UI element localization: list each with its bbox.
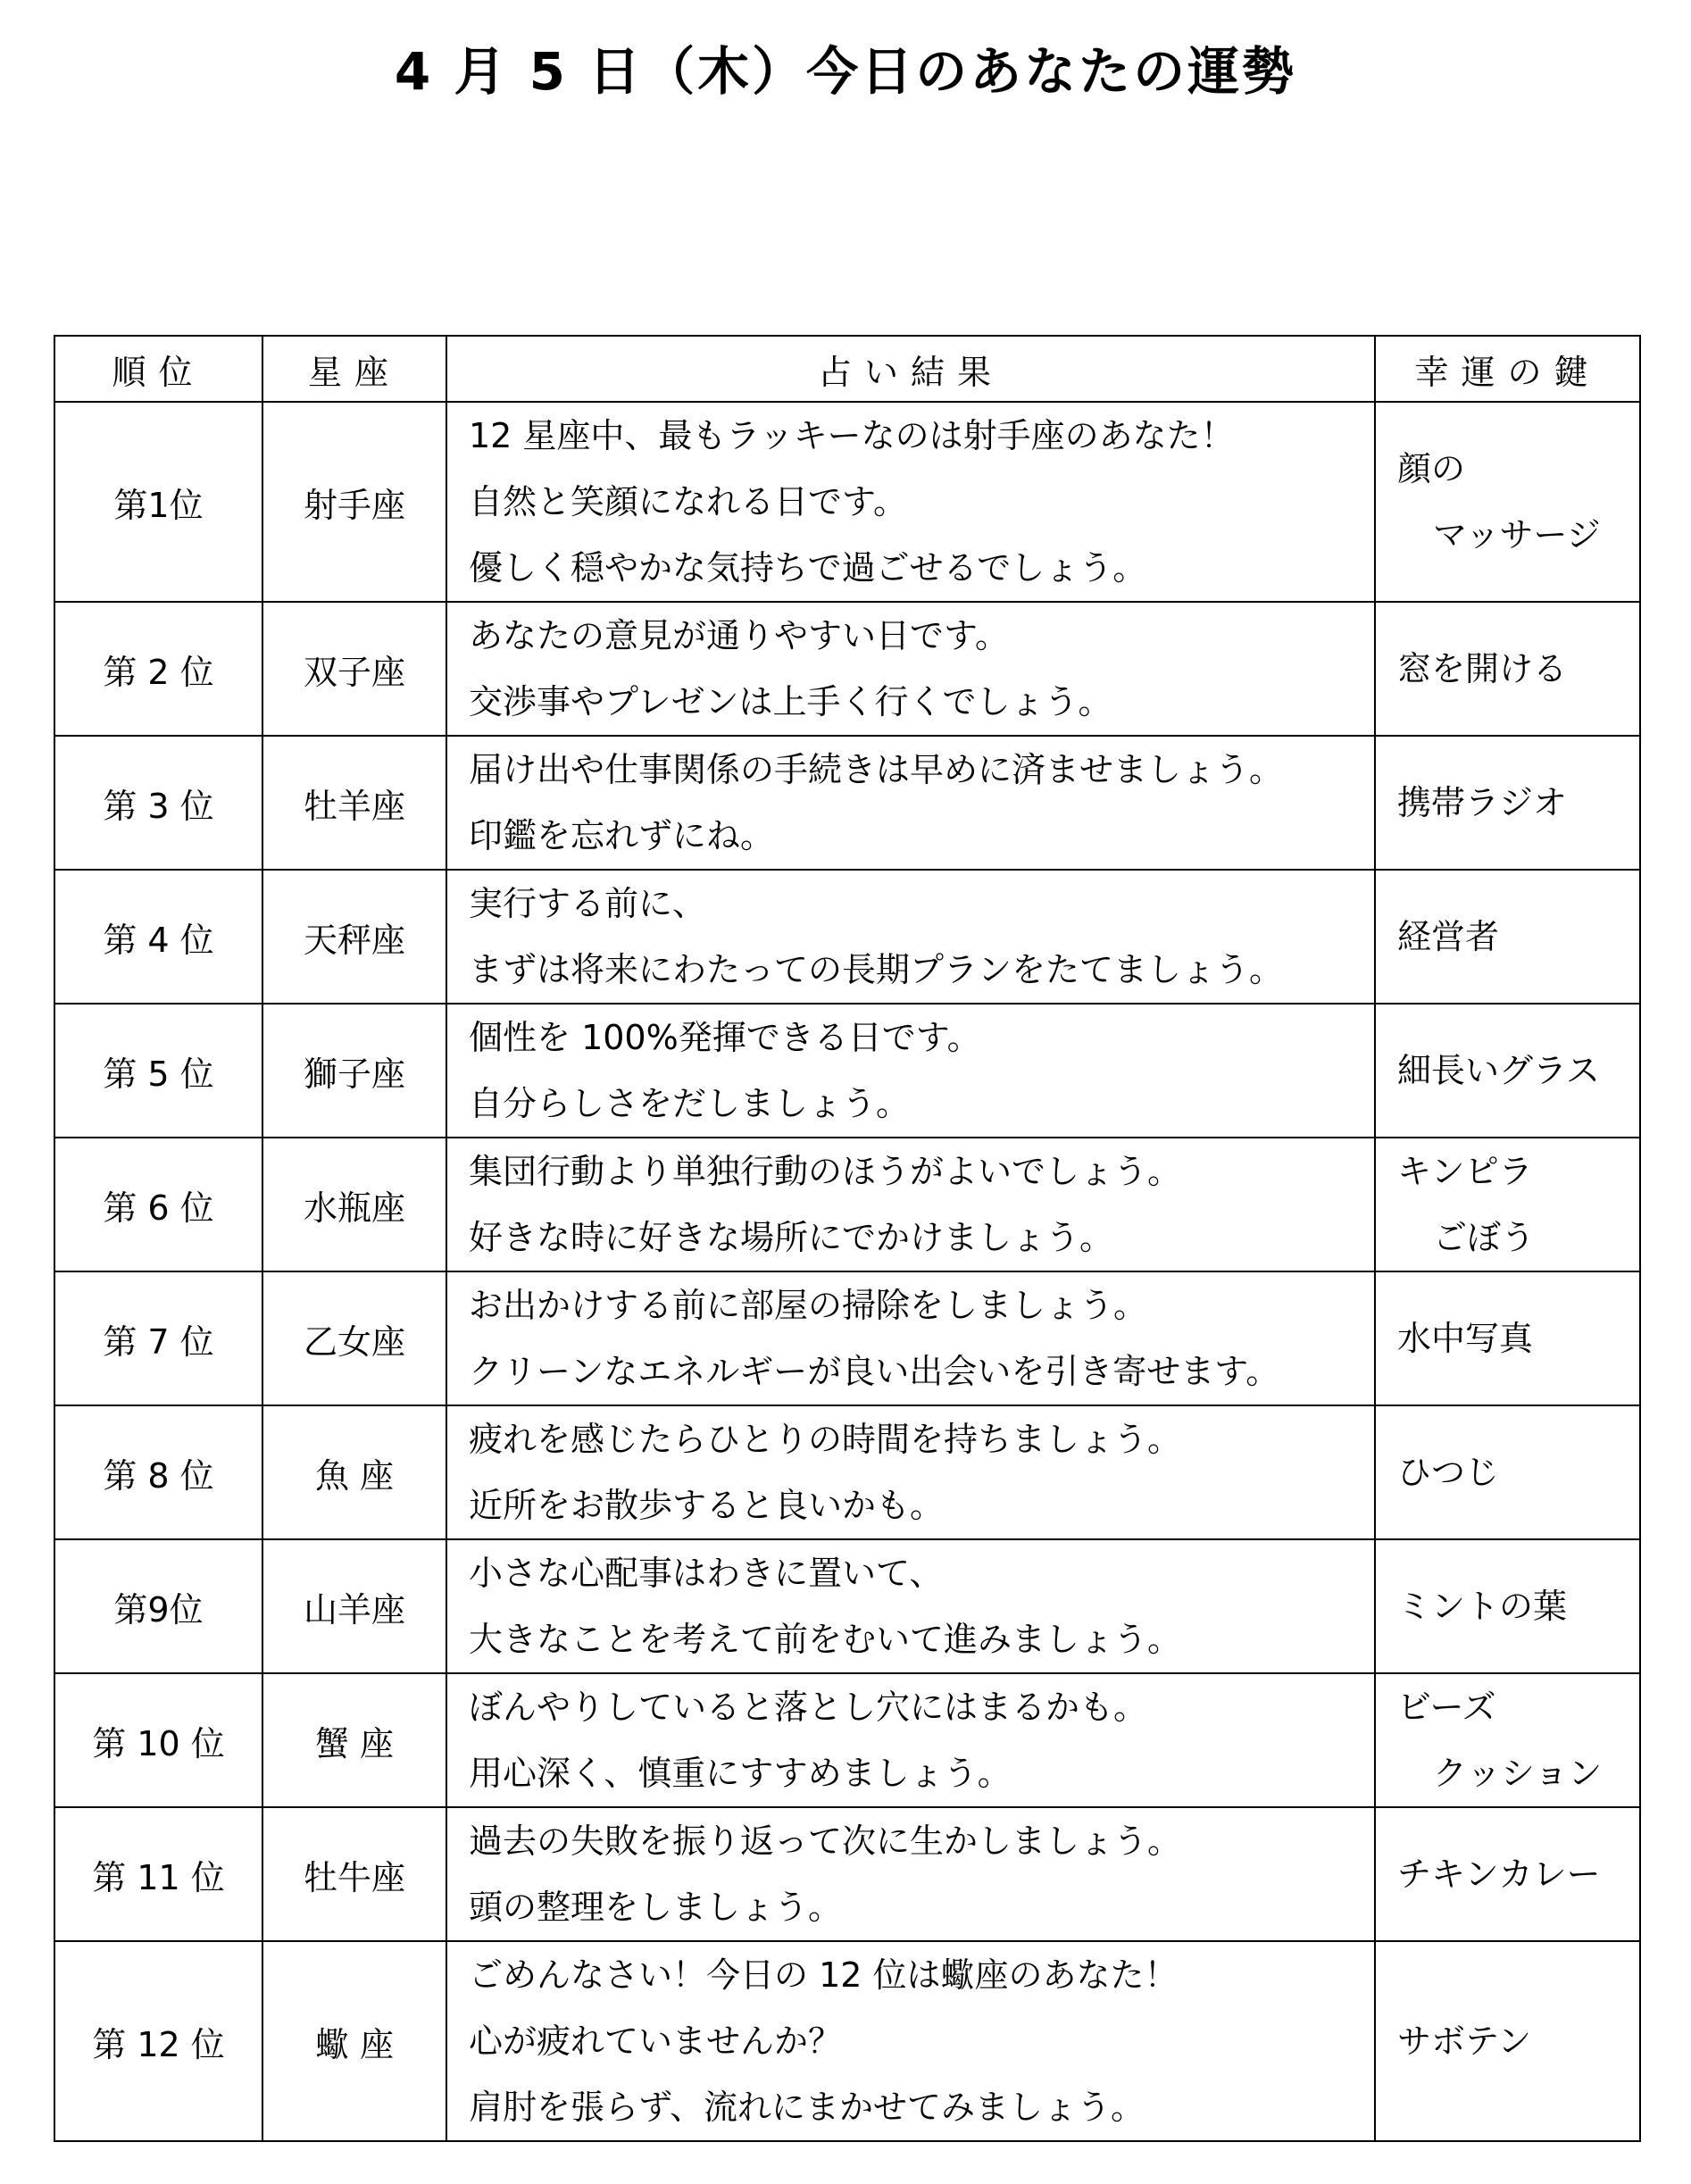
table-row xyxy=(54,1941,1640,2141)
fortune-text-line: 好きな時に好きな場所にでかけましょう。 xyxy=(469,1218,1114,1257)
lucky-key-text: 窓を開ける xyxy=(1397,649,1568,688)
zodiac-sign-cell: 天秤座 xyxy=(262,870,446,1004)
lucky-key-cell xyxy=(1375,736,1640,870)
zodiac-sign-cell: 双子座 xyxy=(262,602,446,736)
rank-cell: 第 8 位 xyxy=(54,1405,262,1539)
fortune-text-line: 優しく穏やかな気持ちで過ごせるでしょう。 xyxy=(469,548,1147,588)
table-row xyxy=(54,402,1640,602)
table-row xyxy=(54,1807,1640,1941)
table-row xyxy=(54,1539,1640,1673)
rank-cell: 第 7 位 xyxy=(54,1271,262,1405)
lucky-key-cell xyxy=(1375,1673,1640,1807)
table-row xyxy=(54,1405,1640,1539)
table-row xyxy=(54,602,1640,736)
lucky-key-text: 経営者 xyxy=(1397,917,1500,956)
fortune-text-line: 頭の整理をしましょう。 xyxy=(469,1888,843,1927)
rank-cell: 第9位 xyxy=(54,1539,262,1673)
fortune-result-cell xyxy=(446,1807,1375,1941)
lucky-key-text: ビーズ xyxy=(1397,1688,1496,1727)
table-row xyxy=(54,870,1640,1004)
fortune-result-cell xyxy=(446,402,1375,602)
zodiac-sign-cell: 射手座 xyxy=(262,402,446,602)
fortune-text-line: ごめんなさい！今日の 12 位は蠍座のあなた！ xyxy=(469,1955,1179,1995)
lucky-key-cell xyxy=(1375,1004,1640,1138)
lucky-key-text: マッサージ xyxy=(1433,515,1601,554)
zodiac-sign-cell: 牡牛座 xyxy=(262,1807,446,1941)
rank-cell: 第 4 位 xyxy=(54,870,262,1004)
rank-cell: 第 5 位 xyxy=(54,1004,262,1138)
fortune-text-line: 疲れを感じたらひとりの時間を持ちましょう。 xyxy=(469,1420,1182,1459)
fortune-text-line: クリーンなエネルギーが良い出会いを引き寄せます。 xyxy=(469,1352,1280,1391)
table-row xyxy=(54,1138,1640,1271)
fortune-result-cell xyxy=(446,1405,1375,1539)
lucky-key-text: 携帯ラジオ xyxy=(1397,783,1568,822)
fortune-result-cell xyxy=(446,602,1375,736)
lucky-key-text: ミントの葉 xyxy=(1397,1587,1568,1626)
table-row xyxy=(54,1673,1640,1807)
horoscope-table xyxy=(54,335,1641,2142)
fortune-text-line: 自分らしさをだしましょう。 xyxy=(469,1084,911,1123)
lucky-key-text: 水中写真 xyxy=(1397,1319,1534,1358)
fortune-result-cell xyxy=(446,1004,1375,1138)
fortune-result-cell xyxy=(446,1941,1375,2141)
page-title: 4 月 5 日（木）今日のあなたの運勢 xyxy=(394,41,1297,102)
rank-cell: 第 10 位 xyxy=(54,1673,262,1807)
fortune-text-line: 過去の失敗を振り返って次に生かしましょう。 xyxy=(469,1821,1182,1861)
lucky-key-cell xyxy=(1375,1405,1640,1539)
fortune-text-line: あなたの意見が通りやすい日です。 xyxy=(469,616,1009,655)
fortune-text-line: 小さな心配事はわきに置いて、 xyxy=(469,1554,944,1593)
fortune-text-line: 届け出や仕事関係の手続きは早めに済ませましょう。 xyxy=(469,750,1284,789)
rank-cell: 第 3 位 xyxy=(54,736,262,870)
lucky-key-cell xyxy=(1375,870,1640,1004)
header-result: 占い結果 xyxy=(446,336,1375,402)
zodiac-sign-cell: 水瓶座 xyxy=(262,1138,446,1271)
fortune-result-cell xyxy=(446,736,1375,870)
fortune-text-line: まずは将来にわたっての長期プランをたてましょう。 xyxy=(469,950,1284,989)
fortune-text-line: 近所をお散歩すると良いかも。 xyxy=(469,1486,945,1525)
fortune-text-line: 用心深く、慎重にすすめましょう。 xyxy=(469,1754,1012,1793)
zodiac-sign-cell: 蠍 座 xyxy=(262,1941,446,2141)
lucky-key-text: ごぼう xyxy=(1433,1218,1536,1257)
fortune-text-line: 個性を 100%発揮できる日です。 xyxy=(469,1018,981,1057)
fortune-text-line: 集団行動より単独行動のほうがよいでしょう。 xyxy=(469,1152,1182,1191)
fortune-text-line: お出かけする前に部屋の掃除をしましょう。 xyxy=(469,1286,1148,1325)
rank-cell: 第1位 xyxy=(54,402,262,602)
table-body xyxy=(54,402,1640,2141)
fortune-result-cell xyxy=(446,1673,1375,1807)
zodiac-sign-cell: 獅子座 xyxy=(262,1004,446,1138)
table-row xyxy=(54,1004,1640,1138)
fortune-text-line: 自然と笑顔になれる日です。 xyxy=(469,482,907,521)
fortune-text-line: 肩肘を張らず、流れにまかせてみましょう。 xyxy=(469,2088,1145,2127)
fortune-text-line: 実行する前に、 xyxy=(469,884,707,923)
lucky-key-text: 細長いグラス xyxy=(1397,1051,1600,1090)
lucky-key-cell xyxy=(1375,1271,1640,1405)
zodiac-sign-cell: 魚 座 xyxy=(262,1405,446,1539)
fortune-result-cell xyxy=(446,1539,1375,1673)
zodiac-sign-cell: 乙女座 xyxy=(262,1271,446,1405)
lucky-key-text: 顔の xyxy=(1397,449,1466,488)
lucky-key-cell xyxy=(1375,1539,1640,1673)
rank-cell: 第 11 位 xyxy=(54,1807,262,1941)
table-row xyxy=(54,736,1640,870)
lucky-key-cell xyxy=(1375,1941,1640,2141)
table-header-row xyxy=(54,336,1640,402)
lucky-key-text: キンピラ xyxy=(1397,1152,1533,1191)
fortune-text-line: ぼんやりしていると落とし穴にはまるかも。 xyxy=(469,1688,1148,1727)
fortune-result-cell xyxy=(446,870,1375,1004)
header-sign: 星座 xyxy=(262,336,446,402)
fortune-text-line: 印鑑を忘れずにね。 xyxy=(469,816,775,855)
header-rank: 順位 xyxy=(54,336,262,402)
fortune-result-cell xyxy=(446,1138,1375,1271)
rank-cell: 第 2 位 xyxy=(54,602,262,736)
fortune-result-cell xyxy=(446,1271,1375,1405)
fortune-text-line: 心が疲れていませんか？ xyxy=(469,2021,843,2061)
lucky-key-text: クッション xyxy=(1433,1754,1603,1793)
lucky-key-text: サボテン xyxy=(1397,2021,1532,2061)
rank-cell: 第 6 位 xyxy=(54,1138,262,1271)
lucky-key-cell xyxy=(1375,1138,1640,1271)
fortune-text-line: 12 星座中、最もラッキーなのは射手座のあなた！ xyxy=(469,416,1235,455)
zodiac-sign-cell: 牡羊座 xyxy=(262,736,446,870)
zodiac-sign-cell: 蟹 座 xyxy=(262,1673,446,1807)
lucky-key-cell xyxy=(1375,602,1640,736)
lucky-key-cell xyxy=(1375,1807,1640,1941)
rank-cell: 第 12 位 xyxy=(54,1941,262,2141)
header-lucky: 幸運の鍵 xyxy=(1375,336,1640,402)
table-row xyxy=(54,1271,1640,1405)
lucky-key-text: チキンカレー xyxy=(1397,1855,1601,1894)
lucky-key-cell xyxy=(1375,402,1640,602)
fortune-text-line: 交渉事やプレゼンは上手く行くでしょう。 xyxy=(469,682,1112,721)
zodiac-sign-cell: 山羊座 xyxy=(262,1539,446,1673)
lucky-key-text: ひつじ xyxy=(1397,1453,1500,1492)
fortune-text-line: 大きなことを考えて前をむいて進みましょう。 xyxy=(469,1620,1182,1659)
